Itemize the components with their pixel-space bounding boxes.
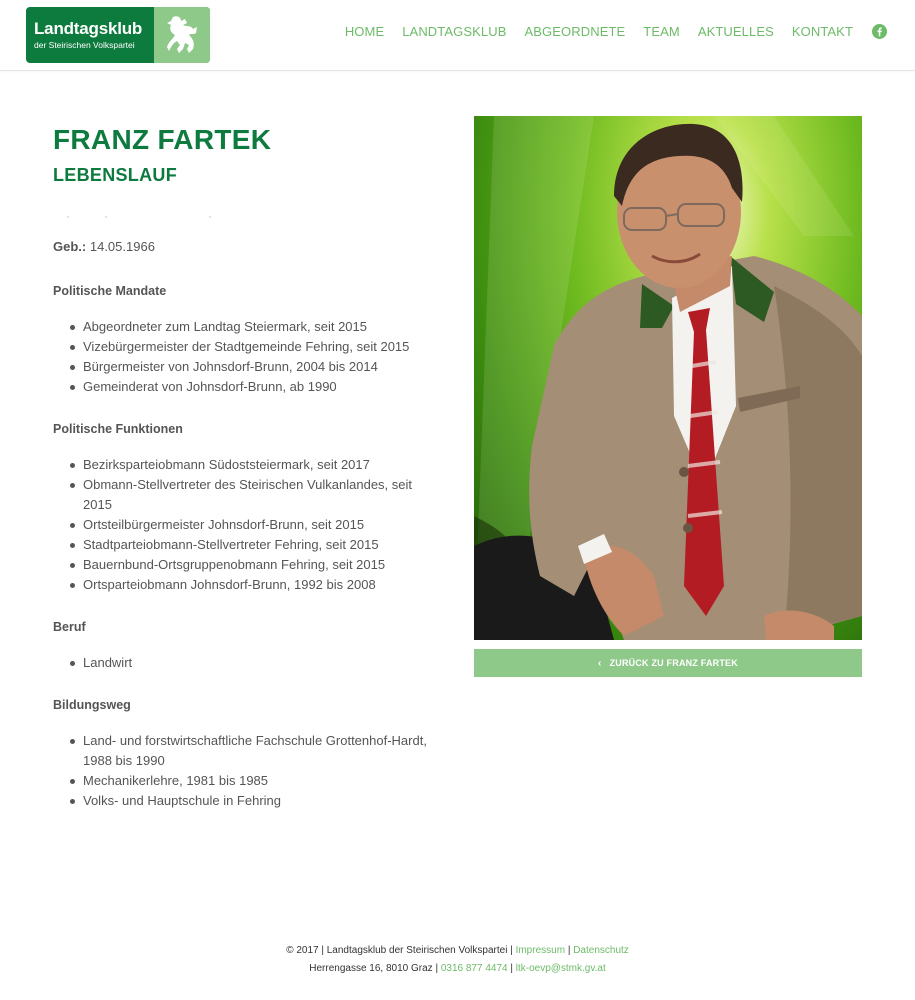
nav-home[interactable]: HOME [344,24,385,39]
list-item: Mechanikerlehre, 1981 bis 1985 [53,771,433,791]
list-funktionen [53,455,433,595]
cv-content [53,237,433,833]
phone-link[interactable]: 0316 877 4474 [440,963,508,974]
email-link[interactable]: ltk-oevp@stmk.gv.at [515,963,606,974]
list-item: Ortsparteiobmann Johnsdorf-Brunn, 1992 bis 2008 [53,575,433,595]
chevron-left-icon: ‹ [598,657,602,669]
list-bildung [53,731,433,811]
panther-emblem-icon [154,7,210,63]
facebook-icon[interactable] [872,24,887,39]
nav-kontakt[interactable]: KONTAKT [791,24,853,39]
impressum-link[interactable]: Impressum [515,945,566,956]
list-item: Gemeinderat von Johnsdorf-Brunn, ab 1990 [53,377,433,397]
list-item: Bauernbund-Ortsgruppenobmann Fehring, seit 2015 [53,555,433,575]
page-title: FRANZ FARTEK [53,124,272,155]
page-subtitle: LEBENSLAUF [53,165,177,185]
list-item: Ortsteilbürgermeister Johnsdorf-Brunn, seit 2015 [53,515,433,535]
nav-abgeordnete[interactable]: ABGEORDNETE [524,24,626,39]
nav-team[interactable]: TEAM [643,24,680,39]
footer-address: Herrengasse 16, 8010 Graz | [309,963,439,974]
portrait-photo [474,116,862,640]
birth-label: Geb.: [53,239,87,254]
section-heading-bildung: Bildungsweg [53,698,131,712]
site-header [0,0,915,71]
section-heading-beruf: Beruf [53,620,86,634]
birth-date [53,237,433,257]
divider-dots [67,216,217,218]
footer-separator: | [510,963,513,974]
main-nav [327,24,887,39]
footer-separator: | [567,945,571,956]
datenschutz-link[interactable]: Datenschutz [573,945,629,956]
list-item: Vizebürgermeister der Stadtgemeinde Fehring, seit 2015 [53,337,433,357]
list-item: Landwirt [53,653,433,673]
logo-subtitle: der Steirischen Volkspartei [34,40,135,50]
list-item: Stadtparteiobmann-Stellvertreter Fehring, seit 2015 [53,535,433,555]
list-item: Bürgermeister von Johnsdorf-Brunn, 2004 bis 2014 [53,357,433,377]
list-item: Bezirksparteiobmann Südoststeiermark, seit 2017 [53,455,433,475]
section-heading-funktionen: Politische Funktionen [53,422,183,436]
list-item: Abgeordneter zum Landtag Steiermark, seit 2015 [53,317,433,337]
back-to-profile-button[interactable] [474,649,862,677]
footer-line-2 [0,960,915,978]
list-mandate [53,317,433,397]
list-item: Obmann-Stellvertreter des Steirischen Vulkanlandes, seit 2015 [53,475,433,515]
logo-text [26,7,154,63]
site-footer [0,942,915,978]
back-button-label: ZURÜCK ZU FRANZ FARTEK [609,658,738,668]
list-item: Land- und forstwirtschaftliche Fachschule Grottenhof-Hardt, 1988 bis 1990 [53,731,433,771]
nav-aktuelles[interactable]: AKTUELLES [697,24,774,39]
site-logo[interactable] [26,7,210,63]
logo-title: Landtagsklub [34,19,143,38]
section-heading-mandate: Politische Mandate [53,284,167,298]
nav-landtagsklub[interactable]: LANDTAGSKLUB [402,24,507,39]
list-item: Volks- und Hauptschule in Fehring [53,791,433,811]
birth-value: 14.05.1966 [89,239,155,254]
list-beruf [53,653,433,673]
footer-line-1 [0,942,915,960]
footer-copyright: © 2017 | Landtagsklub der Steirischen Volkspartei | [286,945,513,956]
